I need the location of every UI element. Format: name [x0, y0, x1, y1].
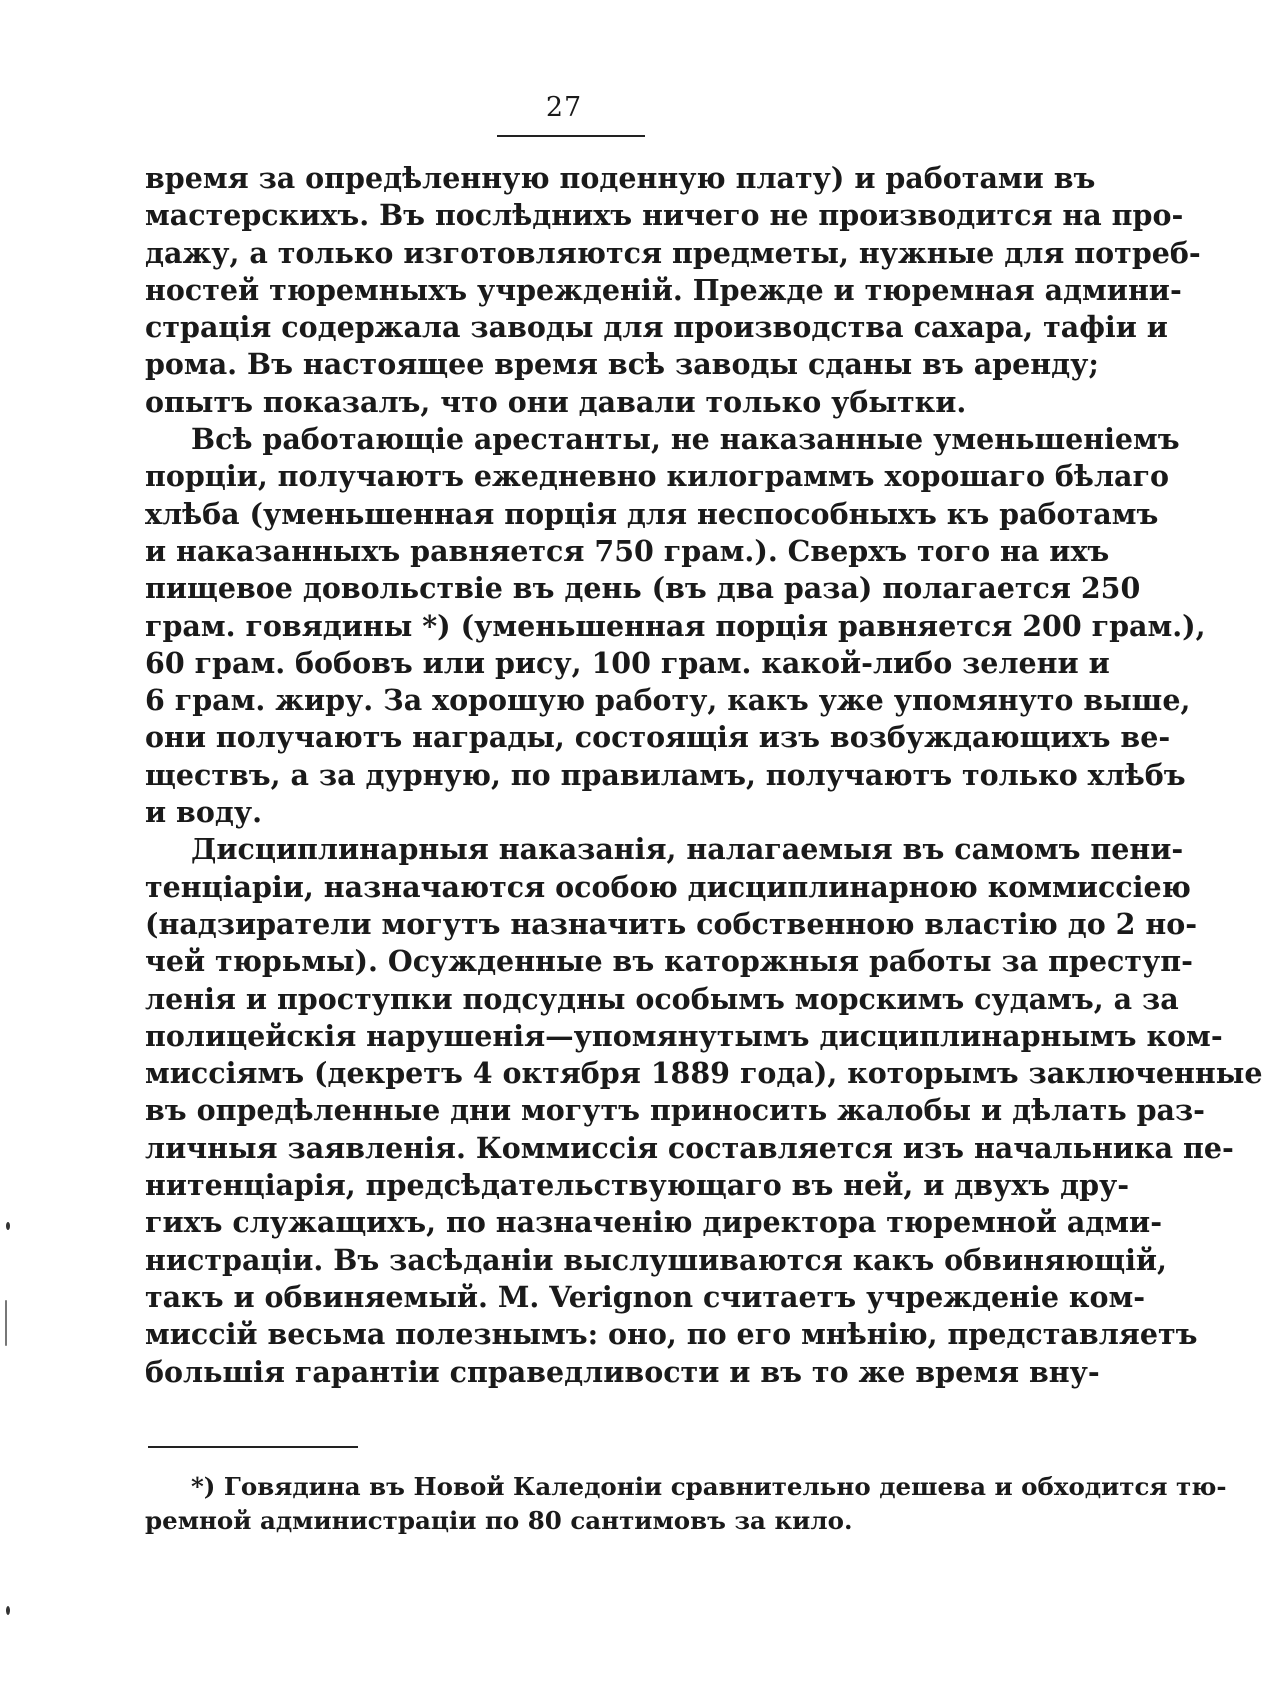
text-line: опытъ показалъ, что они давали только убытки. — [145, 384, 967, 419]
text-line: время за опредѣленную поденную плату) и работами въ — [145, 161, 1096, 195]
page-number: 27 — [545, 92, 583, 123]
text-line: миссій весьма полезнымъ: оно, по его мнѣнію, представляетъ — [145, 1317, 1198, 1352]
footnote-line: *) Говядина въ Новой Каледоніи сравнительно дешева и обходится тю- — [191, 1472, 1227, 1501]
text-line: тенціаріи, назначаются особою дисциплинарною коммиссіею — [145, 869, 1191, 904]
text-line: 60 грам. бобовъ или рису, 100 грам. какой-либо зелени и — [145, 645, 1110, 680]
scan-speck — [6, 1606, 10, 1615]
text-line: миссіямъ (декретъ 4 октября 1889 года), которымъ заключенные — [145, 1056, 1262, 1091]
text-line: мастерскихъ. Въ послѣднихъ ничего не производится на про- — [145, 198, 1184, 233]
text-line: дажу, а только изготовляются предметы, нужные для потреб- — [145, 235, 1201, 270]
text-line: и наказанныхъ равняется 750 грам.). Сверхъ того на ихъ — [145, 533, 1110, 568]
text-line: они получаютъ награды, состоящія изъ возбуждающихъ ве- — [145, 720, 1171, 755]
scan-speck — [6, 1222, 10, 1230]
text-line: и воду. — [145, 795, 263, 830]
text-line: страція содержала заводы для производства сахара, тафіи и — [145, 310, 1168, 345]
scan-speck — [5, 1300, 7, 1346]
text-line: порціи, получаютъ ежедневно килограммъ хорошаго бѣлаго — [145, 459, 1169, 494]
text-line: гихъ служащихъ, по назначенію директора тюремной адми- — [145, 1205, 1163, 1240]
text-line: пищевое довольствіе въ день (въ два раза) полагается 250 — [145, 571, 1141, 606]
text-line: въ опредѣленные дни могутъ приносить жалобы и дѣлать раз- — [145, 1093, 1206, 1128]
text-line: рома. Въ настоящее время всѣ заводы сданы въ аренду; — [145, 347, 1099, 382]
text-line: (надзиратели могутъ назначить собственною властію до 2 но- — [145, 906, 1198, 941]
text-line: полицейскія нарушенія—упомянутымъ дисциплинарнымъ ком- — [145, 1018, 1223, 1053]
body-text — [145, 160, 1262, 1391]
text-line: хлѣба (уменьшенная порція для неспособныхъ къ работамъ — [145, 496, 1159, 531]
text-line: нитенціарія, предсѣдательствующаго въ ней, и двухъ дру- — [145, 1168, 1130, 1203]
text-line: Всѣ работающіе арестанты, не наказанные уменьшеніемъ — [191, 422, 1180, 457]
text-line: личныя заявленія. Коммиссія составляется изъ начальника пе- — [145, 1130, 1234, 1165]
footnote-separator — [148, 1446, 358, 1448]
text-line: чей тюрьмы). Осужденные въ каторжныя работы за преступ- — [145, 944, 1193, 979]
text-line: нистраціи. Въ засѣданіи выслушиваются какъ обвиняющій, — [145, 1242, 1167, 1277]
footnote — [145, 1470, 1227, 1538]
text-line: ленія и проступки подсудны особымъ морскимъ судамъ, а за — [145, 981, 1179, 1016]
text-line: ностей тюремныхъ учрежденій. Прежде и тюремная админи- — [145, 272, 1182, 307]
text-line: такъ и обвиняемый. М. Verignon считаетъ учрежденіе ком- — [145, 1279, 1146, 1314]
text-line: грам. говядины *) (уменьшенная порція равняется 200 грам.), — [145, 608, 1206, 643]
text-line: 6 грам. жиру. За хорошую работу, какъ уже упомянуто выше, — [145, 683, 1191, 718]
text-line: ществъ, а за дурную, по правиламъ, получаютъ только хлѣбъ — [145, 757, 1186, 792]
text-line: большія гарантіи справедливости и въ то же время вну- — [145, 1354, 1100, 1389]
text-line: Дисциплинарныя наказанія, налагаемыя въ самомъ пени- — [191, 832, 1184, 867]
footnote-line: ремной администраціи по 80 сантимовъ за кило. — [145, 1506, 853, 1535]
page-number-rule — [497, 135, 645, 137]
